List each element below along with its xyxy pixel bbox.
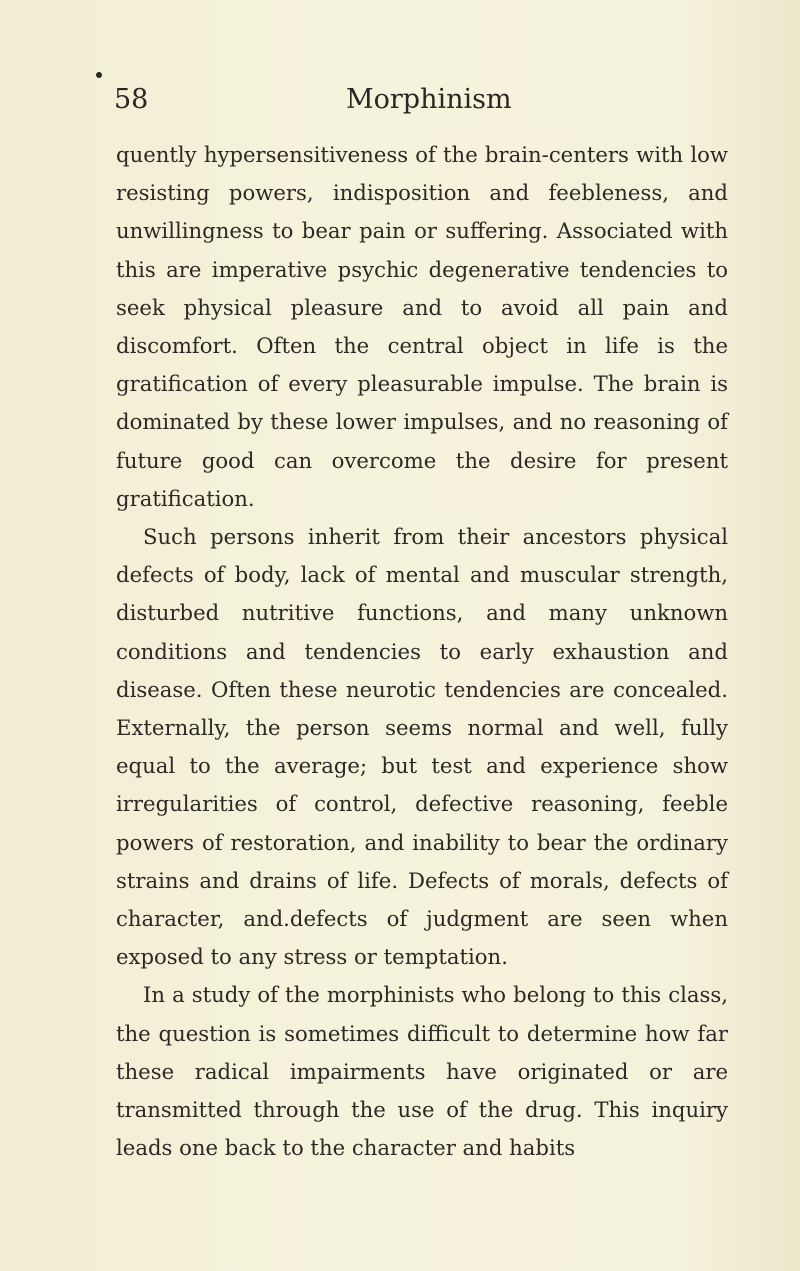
page-number: 58 [114, 84, 149, 115]
paragraph-3: In a study of the morphinists who belong to this class, the question is sometimes difficult to determine how far these radical impairments have originated or are transmitted through the use of the drug. This inquiry leads one back to the character and habits [116, 982, 728, 1161]
running-title: Morphinism [346, 84, 512, 115]
body-text [116, 136, 728, 1167]
page-header [110, 84, 730, 124]
paragraph-1: quently hypersensitiveness of the brain-centers with low resisting powers, indisposition and feebleness, and unwillingness to bear pain or suffering. Associated with this are imperative psychic degenerative tendencies to seek physical pleasure and to avoid all pain and discomfort. Often the central object in life is the gratification of every pleasurable impulse. The brain is dominated by these lower impulses, and no reasoning of future good can overcome the desire for present gratification. [116, 142, 728, 511]
ink-fleck [96, 72, 102, 78]
paragraph-2: Such persons inherit from their ancestors physical defects of body, lack of mental and muscular strength, disturbed nutritive functions, and many unknown conditions and tendencies to early exhaustion and disease. Often these neurotic tendencies are concealed. Externally, the person seems normal and well, fully equal to the average; but test and experience show irregularities of control, defective reasoning, feeble powers of restoration, and inability to bear the ordinary strains and drains of life. Defects of morals, defects of character, and.defects of judgment are seen when exposed to any stress or temptation. [116, 524, 728, 970]
